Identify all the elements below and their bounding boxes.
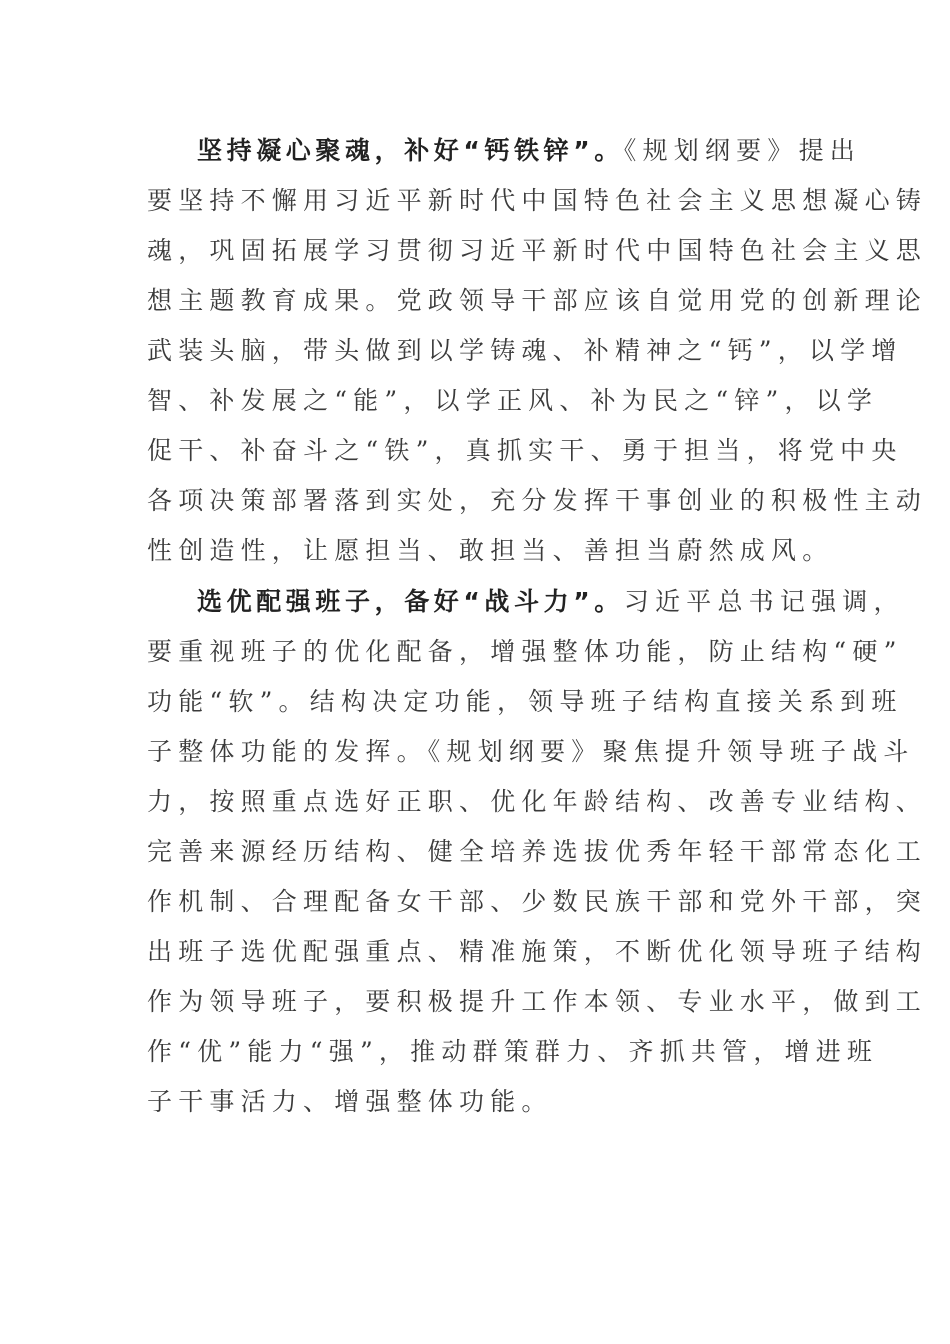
paragraph-1-line-9: 性创造性，让愿担当、敢担当、善担当蔚然成风。 [147,536,834,565]
paragraph-1-line-6: 智、补发展之“能”，以学正风、补为民之“锌”，以学 [147,386,879,415]
paragraph-2-line-6: 完善来源经历结构、健全培养选拔优秀年轻干部常态化工 [147,837,928,866]
paragraph-1-line-3: 魂，巩固拓展学习贯彻习近平新时代中国特色社会主义思 [147,236,928,265]
paragraph-1-line-5: 武装头脑，带头做到以学铸魂、补精神之“钙”，以学增 [147,336,903,365]
paragraph-2-line-4: 子整体功能的发挥。《规划纲要》聚焦提升领导班子战斗 [147,737,915,766]
paragraph-1-line-8: 各项决策部署落到实处，充分发挥干事创业的积极性主动 [147,486,928,515]
paragraph-2-first-line-text: 习近平总书记强调， [623,587,905,616]
paragraph-1-line-2: 要坚持不懈用习近平新时代中国特色社会主义思想凝心铸 [147,186,928,215]
paragraph-2-heading: 选优配强班子，备好“战斗力”。 [197,587,624,616]
paragraph-2-line-2: 要重视班子的优化配备，增强整体功能，防止结构“硬” [147,637,903,666]
paragraph-2-line-3: 功能“软”。结构决定功能，领导班子结构直接关系到班 [147,687,903,716]
paragraph-2-line-10: 作“优”能力“强”，推动群策群力、齐抓共管，增进班 [147,1037,879,1066]
paragraph-1-first-line-text: 《规划纲要》提出 [623,136,861,165]
paragraph-2-line-11: 子干事活力、增强整体功能。 [147,1087,553,1116]
paragraph-1-heading: 坚持凝心聚魂，补好“钙铁锌”。 [197,136,624,165]
paragraph-2-line-7: 作机制、合理配备女干部、少数民族干部和党外干部，突 [147,887,928,916]
paragraph-2-line-9: 作为领导班子，要积极提升工作本领、专业水平，做到工 [147,987,928,1016]
paragraph-2-line-8: 出班子选优配强重点、精准施策，不断优化领导班子结构 [147,937,928,966]
paragraph-1-line-7: 促干、补奋斗之“铁”，真抓实干、勇于担当，将党中央 [147,436,903,465]
paragraph-1-line-4: 想主题教育成果。党政领导干部应该自觉用党的创新理论 [147,286,928,315]
paragraph-2-line-5: 力，按照重点选好正职、优化年龄结构、改善专业结构、 [147,787,928,816]
paragraph-2-first-line [197,582,905,622]
paragraph-1-first-line [197,131,861,171]
